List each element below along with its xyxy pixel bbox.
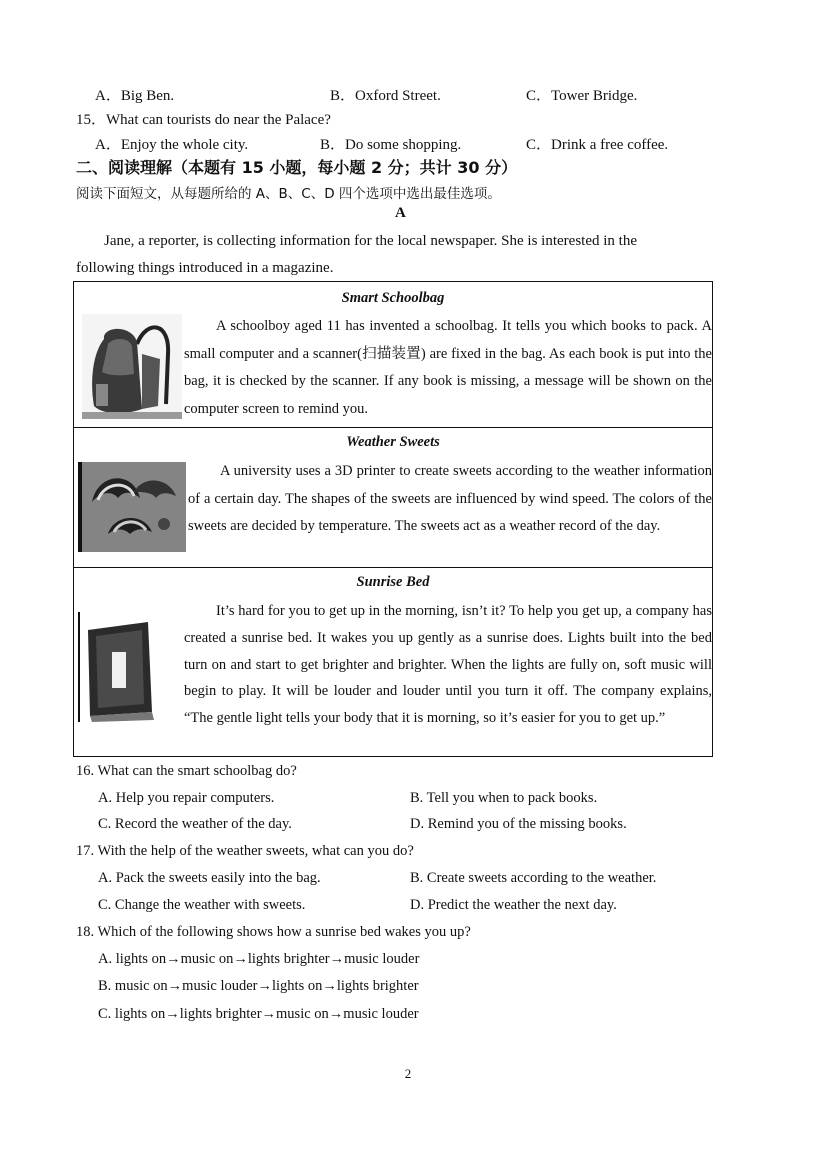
magazine-box [73, 281, 713, 757]
q17-option-d: D. Predict the weather the next day. [410, 897, 617, 913]
card-title: Smart Schoolbag [341, 290, 445, 306]
passage-letter: A [395, 205, 406, 221]
q16-option-a: A. Help you repair computers. [98, 790, 275, 806]
card-smart-schoolbag [74, 282, 712, 428]
q18-option-a: A. lights on→music on→lights brighter→music louder [98, 951, 420, 967]
q14-option-b: B．Oxford Street. [330, 88, 441, 104]
card-sunrise-bed [74, 568, 712, 755]
page-number: 2 [404, 1066, 412, 1081]
card-body [184, 598, 712, 732]
card-title: Sunrise Bed [356, 574, 430, 590]
weather-sweets-photo-icon [78, 462, 186, 552]
q14-option-c: C．Tower Bridge. [526, 88, 638, 104]
q16-option-d: D. Remind you of the missing books. [410, 816, 627, 832]
intro-paragraph [76, 228, 718, 282]
q15-option-c: C．Drink a free coffee. [526, 137, 669, 153]
q18-option-c: C. lights on→lights brighter→music on→music louder [98, 1006, 419, 1022]
q16-option-b: B. Tell you when to pack books. [410, 790, 598, 806]
section-instruction: 阅读下面短文，从每题所给的 A、B、C、D 四个选项中选出最佳选项。 [76, 186, 501, 202]
card-body-text: It’s hard for you to get up in the morning, isn’t it? To help you get up, a company has created a sunrise bed. It wakes you up gently as a sunrise does. Lights built into the bed turn on and start to get brighter and brighter. When the lights are fully on, soft music will begin to play. It will be louder and louder until you turn it off. The company explains, “The gentle light tells your body that it is morning, so it’s easier for you to get up.” [184, 603, 712, 727]
q16-stem: 16. What can the smart schoolbag do? [76, 763, 297, 779]
card-body-text: A university uses a 3D printer to create sweets according to the weather information of a certain day. The shapes of the sweets are influenced by wind speed. The colors of the sweets are decided by temperature. The sweets act as a weather record of the day. [188, 463, 712, 534]
card-title: Weather Sweets [346, 434, 440, 450]
q15-option-b: B．Do some shopping. [320, 137, 462, 153]
card-body-text: A schoolboy aged 11 has invented a schoolbag. It tells you which books to pack. A small computer and a scanner(扫描装置) are fixed in the bag. As each book is put into the bag, it is checked by the scanner. If any book is missing, a message will be shown on the computer screen to remind you. [184, 318, 712, 417]
q16-option-c: C. Record the weather of the day. [98, 816, 292, 832]
intro-line-1: Jane, a reporter, is collecting information for the local newspaper. She is interested in the [104, 233, 637, 249]
card-weather-sweets [74, 428, 712, 568]
section-heading: 二、阅读理解（本题有 15 小题，每小题 2 分；共计 30 分） [76, 158, 518, 177]
q15-stem: 15．What can tourists do near the Palace? [76, 112, 331, 128]
card-body [188, 458, 712, 541]
q17-option-c: C. Change the weather with sweets. [98, 897, 306, 913]
q17-option-b: B. Create sweets according to the weather. [410, 870, 657, 886]
schoolbag-photo-icon [82, 314, 182, 419]
q14-option-a: A．Big Ben. [95, 88, 175, 104]
intro-line-2: following things introduced in a magazine. [76, 260, 334, 276]
q15-option-a: A．Enjoy the whole city. [95, 137, 249, 153]
q17-stem: 17. With the help of the weather sweets, what can you do? [76, 843, 414, 859]
q18-option-b: B. music on→music louder→lights on→lights brighter [98, 978, 419, 994]
sunrise-bed-photo-icon [78, 612, 158, 722]
q18-stem: 18. Which of the following shows how a sunrise bed wakes you up? [76, 924, 471, 940]
q17-option-a: A. Pack the sweets easily into the bag. [98, 870, 321, 886]
card-body [184, 313, 712, 423]
